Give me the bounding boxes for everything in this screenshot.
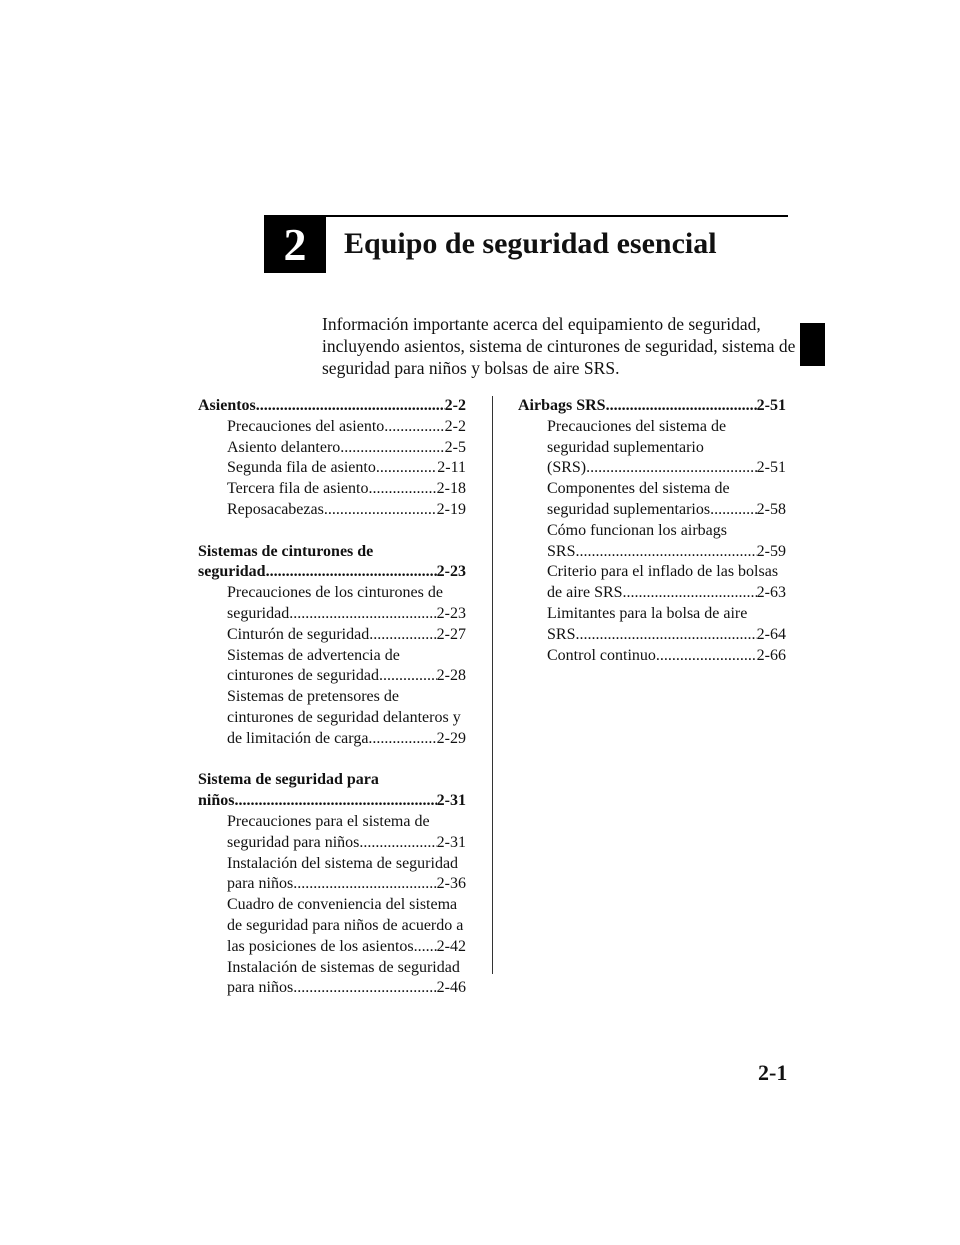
toc-entry-page: 2-28 bbox=[436, 667, 466, 685]
toc-column-left bbox=[198, 396, 466, 1020]
toc-entry-line bbox=[227, 937, 466, 958]
dot-leader bbox=[368, 729, 436, 750]
toc-entry-page: 2-36 bbox=[436, 875, 466, 893]
toc-section-heading[interactable] bbox=[518, 396, 786, 417]
toc-heading-line bbox=[198, 791, 466, 812]
toc-column-right bbox=[518, 396, 786, 687]
dot-leader bbox=[575, 625, 756, 646]
column-divider bbox=[492, 396, 493, 974]
dot-leader bbox=[324, 500, 437, 521]
toc-entry[interactable] bbox=[198, 583, 466, 625]
intro-line: Información importante acerca del equipamiento de seguridad, bbox=[322, 314, 761, 334]
toc-entry-line bbox=[547, 583, 786, 604]
toc-entry[interactable] bbox=[198, 958, 466, 1000]
toc-entry-text: seguridad suplementarios bbox=[547, 500, 711, 518]
toc-entry-line bbox=[227, 708, 466, 729]
intro-line: incluyendo asientos, sistema de cinturones de seguridad, sistema de bbox=[322, 336, 796, 356]
chapter-title: Equipo de seguridad esencial bbox=[344, 227, 717, 260]
toc-entry-line bbox=[227, 625, 466, 646]
toc-entry-line bbox=[227, 958, 466, 979]
dot-leader bbox=[414, 937, 437, 958]
dot-leader bbox=[384, 417, 444, 438]
toc-entry-line bbox=[227, 458, 466, 479]
toc-entry-page: 2-59 bbox=[756, 542, 786, 560]
dot-leader bbox=[369, 625, 436, 646]
toc-entry-line bbox=[547, 646, 786, 667]
toc-heading-page: 2-31 bbox=[436, 792, 466, 810]
toc-entry-page: 2-23 bbox=[436, 604, 466, 622]
toc-entry-line bbox=[227, 729, 466, 750]
toc-entry-line bbox=[227, 479, 466, 500]
dot-leader bbox=[656, 646, 757, 667]
toc-section bbox=[198, 396, 466, 521]
dot-leader bbox=[710, 500, 757, 521]
toc-entry-text: Asiento delantero bbox=[227, 438, 341, 456]
toc-entry[interactable] bbox=[198, 646, 466, 688]
toc-entry-page: 2-5 bbox=[444, 438, 466, 456]
dot-leader bbox=[606, 396, 757, 417]
toc-entry[interactable] bbox=[198, 687, 466, 749]
toc-heading-text: Sistema de seguridad para bbox=[198, 771, 379, 789]
toc-entry-line bbox=[227, 812, 466, 833]
intro-line: seguridad para niños y bolsas de aire SRS. bbox=[322, 358, 620, 378]
toc-entry-line bbox=[547, 438, 786, 459]
toc-entry[interactable] bbox=[198, 417, 466, 438]
toc-entry-line bbox=[227, 895, 466, 916]
toc-entry-line bbox=[547, 479, 786, 500]
toc-entry-page: 2-58 bbox=[756, 500, 786, 518]
toc-entry-page: 2-51 bbox=[756, 459, 786, 477]
toc-entry[interactable] bbox=[198, 625, 466, 646]
toc-entry-page: 2-66 bbox=[756, 646, 786, 664]
toc-heading-line bbox=[198, 770, 466, 791]
dot-leader bbox=[293, 874, 436, 895]
toc-entry-line bbox=[227, 666, 466, 687]
toc-heading-page: 2-23 bbox=[436, 563, 466, 581]
toc-section bbox=[518, 396, 786, 666]
toc-heading-page: 2-2 bbox=[444, 397, 466, 414]
toc-entry-text: Precauciones para el sistema de bbox=[227, 812, 430, 830]
dot-leader bbox=[289, 604, 436, 625]
toc-entry[interactable] bbox=[518, 562, 786, 604]
toc-entry-text: Sistemas de pretensores de bbox=[227, 688, 399, 706]
dot-leader bbox=[293, 978, 436, 999]
toc-section-heading[interactable] bbox=[198, 542, 466, 584]
chapter-thumb-tab bbox=[800, 323, 825, 366]
toc-entry-text: Tercera fila de asiento bbox=[227, 480, 369, 498]
dot-leader bbox=[266, 562, 437, 583]
toc-entry-text: Cinturón de seguridad bbox=[227, 625, 370, 643]
toc-entry-text: las posiciones de los asientos bbox=[227, 937, 414, 955]
toc-entry[interactable] bbox=[198, 895, 466, 957]
dot-leader bbox=[359, 833, 436, 854]
toc-entry-text: Precauciones del sistema de bbox=[547, 417, 727, 435]
toc-entry-line bbox=[547, 500, 786, 521]
toc-heading-text: Sistemas de cinturones de bbox=[198, 542, 374, 560]
toc-entry-text: Precauciones del asiento bbox=[227, 417, 385, 435]
toc-entry-text: cinturones de seguridad delanteros y bbox=[227, 708, 461, 726]
toc-entry-page: 2-2 bbox=[444, 417, 466, 435]
toc-entry-text: Instalación de sistemas de seguridad bbox=[227, 958, 460, 976]
toc-section-heading[interactable] bbox=[198, 770, 466, 812]
toc-entry-text: seguridad para niños bbox=[227, 833, 360, 851]
dot-leader bbox=[368, 479, 436, 500]
toc-section bbox=[198, 542, 466, 750]
toc-entry-page: 2-29 bbox=[436, 729, 466, 747]
dot-leader bbox=[623, 583, 757, 604]
chapter-number: 2 bbox=[283, 218, 307, 270]
toc-heading-line bbox=[198, 542, 466, 563]
toc-entry-text: Reposacabezas bbox=[227, 500, 324, 518]
toc-entry[interactable] bbox=[198, 854, 466, 896]
toc-entry-page: 2-27 bbox=[436, 625, 466, 643]
page-number: 2-1 bbox=[758, 1060, 788, 1085]
chapter-number-box bbox=[264, 215, 326, 273]
toc-entry-line bbox=[227, 687, 466, 708]
toc-entry-text: para niños bbox=[227, 979, 294, 997]
toc-entry[interactable] bbox=[518, 604, 786, 646]
toc-entry-line bbox=[227, 854, 466, 875]
toc-entry-text: Limitantes para la bolsa de aire bbox=[547, 604, 748, 622]
toc-entry-text: Sistemas de advertencia de bbox=[227, 646, 400, 664]
toc-entry-line bbox=[547, 542, 786, 563]
toc-entry-text: Segunda fila de asiento bbox=[227, 459, 376, 477]
toc-entry-text: para niños bbox=[227, 875, 294, 893]
toc-entry[interactable] bbox=[198, 458, 466, 479]
toc-entry[interactable] bbox=[518, 646, 786, 667]
toc-entry-text: Cuadro de conveniencia del sistema bbox=[227, 896, 458, 914]
toc-heading-page: 2-51 bbox=[756, 397, 786, 414]
toc-entry[interactable] bbox=[518, 479, 786, 521]
toc-entry-line bbox=[227, 417, 466, 438]
title-rule bbox=[326, 215, 788, 217]
toc-entry-line bbox=[227, 874, 466, 895]
toc-entry[interactable] bbox=[198, 500, 466, 521]
toc-entry-text: SRS bbox=[547, 542, 576, 560]
toc-entry-line bbox=[227, 500, 466, 521]
dot-leader bbox=[340, 438, 444, 459]
toc-entry-text: de seguridad para niños de acuerdo a bbox=[227, 916, 464, 934]
toc-entry-line bbox=[227, 583, 466, 604]
toc-entry-text: Componentes del sistema de bbox=[547, 480, 730, 498]
toc-heading-text: Asientos bbox=[198, 397, 256, 414]
toc-entry-page: 2-11 bbox=[437, 459, 466, 477]
toc-section bbox=[198, 770, 466, 999]
toc-entry-line bbox=[547, 458, 786, 479]
toc-entry-text: seguridad bbox=[227, 604, 290, 622]
toc-entry-line bbox=[547, 562, 786, 583]
toc-entry-text: Control continuo bbox=[547, 646, 656, 664]
dot-leader bbox=[586, 458, 757, 479]
toc-heading-line bbox=[198, 396, 466, 417]
toc-entry-page: 2-46 bbox=[436, 979, 466, 997]
toc-entry[interactable] bbox=[518, 521, 786, 563]
toc-entry-text: Instalación del sistema de seguridad bbox=[227, 854, 459, 872]
toc-entry-text: seguridad suplementario bbox=[547, 438, 704, 456]
toc-section-heading[interactable] bbox=[198, 396, 466, 417]
toc-entry-page: 2-31 bbox=[436, 833, 466, 851]
toc-entry-page: 2-63 bbox=[756, 584, 786, 602]
toc-heading-text: seguridad bbox=[198, 563, 266, 581]
toc-entry-line bbox=[227, 438, 466, 459]
chapter-intro bbox=[322, 313, 796, 379]
toc-entry-text: Criterio para el inflado de las bolsas bbox=[547, 563, 779, 581]
toc-entry-text: cinturones de seguridad bbox=[227, 667, 379, 685]
toc-entry-line bbox=[227, 604, 466, 625]
dot-leader bbox=[379, 666, 437, 687]
dot-leader bbox=[234, 791, 436, 812]
toc-heading-text: niños bbox=[198, 792, 235, 810]
toc-entry-line bbox=[547, 604, 786, 625]
toc-heading-text: Airbags SRS bbox=[518, 397, 606, 414]
toc-entry-line bbox=[547, 521, 786, 542]
toc-entry-page: 2-19 bbox=[436, 500, 466, 518]
toc-entry-line bbox=[227, 833, 466, 854]
toc-entry-text: de aire SRS bbox=[547, 584, 623, 602]
dot-leader bbox=[376, 458, 437, 479]
toc-entry-line bbox=[547, 417, 786, 438]
toc-heading-line bbox=[518, 396, 786, 417]
toc-entry-page: 2-42 bbox=[436, 937, 466, 955]
toc-entry-text: SRS bbox=[547, 625, 576, 643]
dot-leader bbox=[256, 396, 445, 417]
toc-entry-line bbox=[227, 916, 466, 937]
toc-entry-text: Precauciones de los cinturones de bbox=[227, 584, 443, 602]
toc-entry[interactable] bbox=[198, 479, 466, 500]
toc-entry-line bbox=[227, 646, 466, 667]
dot-leader bbox=[575, 542, 756, 563]
toc-entry-page: 2-18 bbox=[436, 480, 466, 498]
toc-entry-text: de limitación de carga bbox=[227, 729, 369, 747]
toc-entry[interactable] bbox=[198, 438, 466, 459]
toc-entry-page: 2-64 bbox=[756, 625, 786, 643]
toc-entry-text: Cómo funcionan los airbags bbox=[547, 521, 727, 539]
toc-entry-line bbox=[227, 978, 466, 999]
toc-entry-line bbox=[547, 625, 786, 646]
toc-heading-line bbox=[198, 562, 466, 583]
toc-entry-text: (SRS) bbox=[547, 459, 587, 477]
toc-entry[interactable] bbox=[518, 417, 786, 479]
toc-entry[interactable] bbox=[198, 812, 466, 854]
